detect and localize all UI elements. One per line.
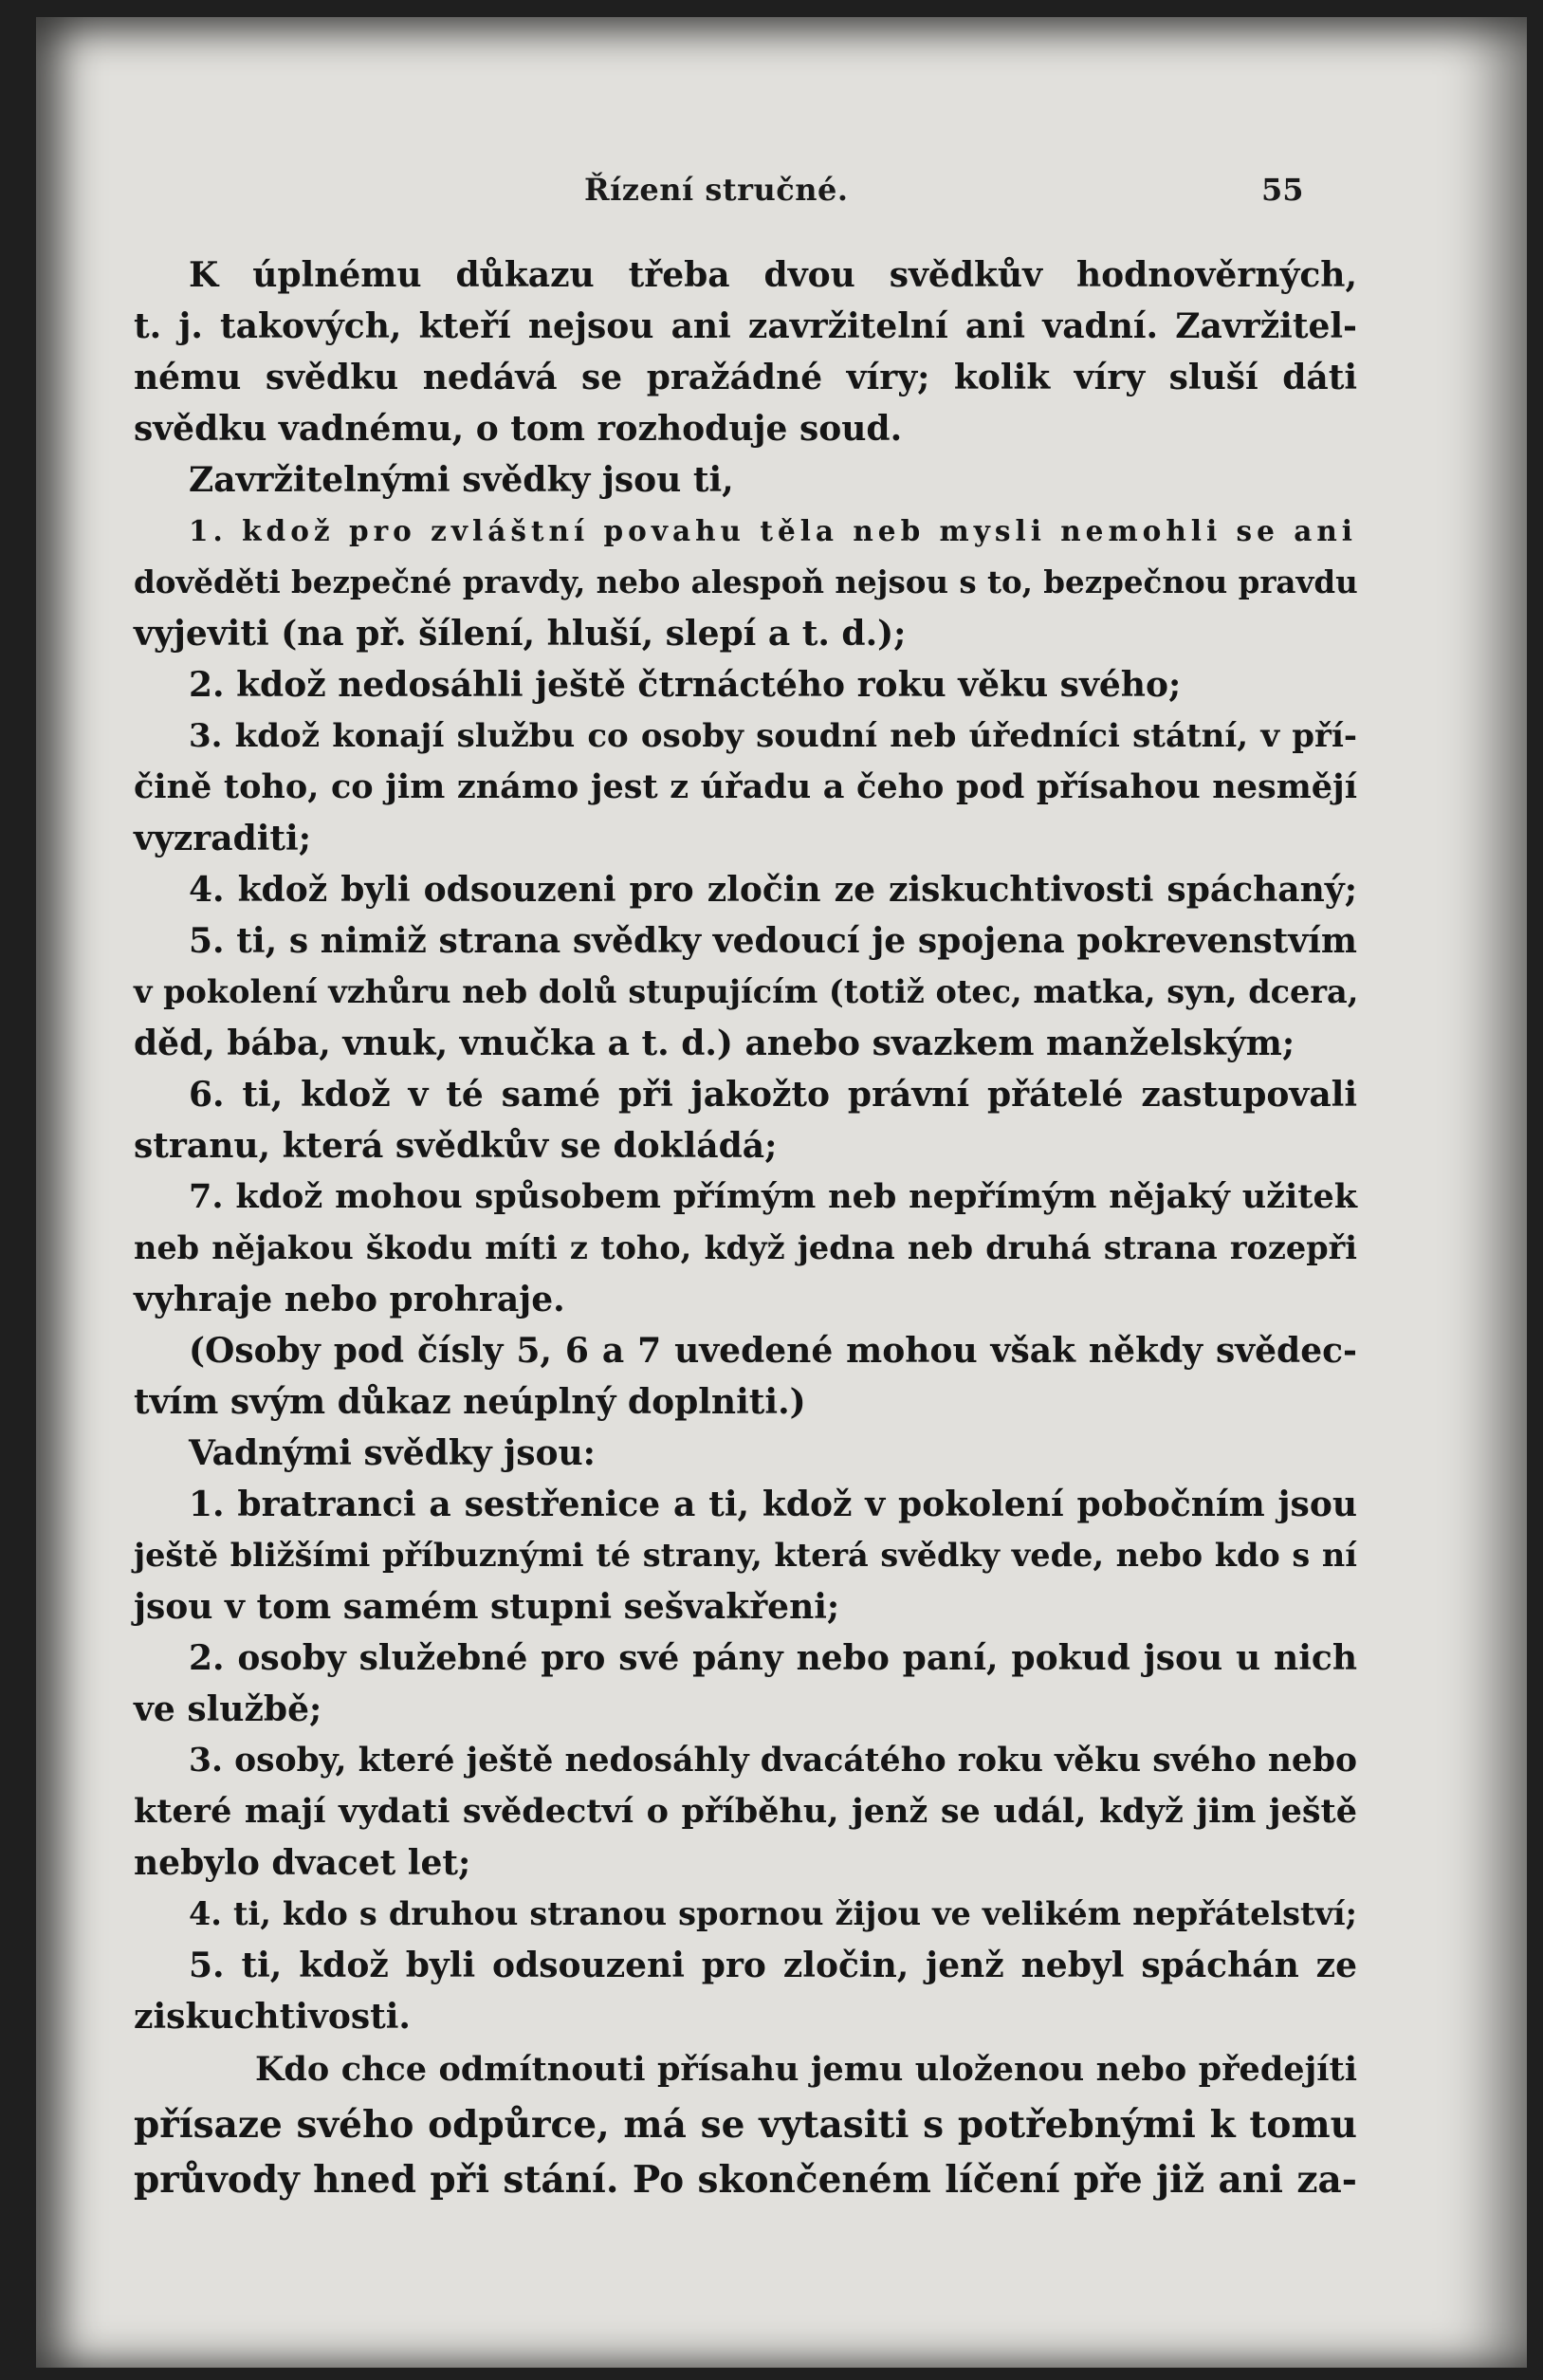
text-line: přísaze svého odpůrce, má se vytasiti s potřebnými k tomu bbox=[134, 2103, 1357, 2147]
text-line: ziskuchtivosti. bbox=[134, 1997, 411, 2037]
text-line: 1. kdož pro zvláštní povahu těla neb mysli nemohli se ani bbox=[189, 514, 1357, 547]
text-line: 3. osoby, které ještě nedosáhly dvacátého roku věku svého nebo bbox=[189, 1742, 1357, 1780]
text-line: K úplnému důkazu třeba dvou svědkův hodnověrných, bbox=[189, 255, 1357, 295]
text-line: průvody hned při stání. Po skončeném líčení pře již ani za- bbox=[134, 2158, 1357, 2202]
body-text bbox=[134, 249, 1357, 2207]
text-line: dověděti bezpečné pravdy, nebo alespoň nejsou s to, bezpečnou pravdu bbox=[134, 563, 1358, 600]
text-line: 2. osoby služebné pro své pány nebo paní, pokud jsou u nich bbox=[189, 1638, 1357, 1678]
text-line: stranu, která svědkův se dokládá; bbox=[134, 1126, 778, 1166]
text-line: čině toho, co jim známo jest z úřadu a čeho pod přísahou nesmějí bbox=[134, 767, 1357, 806]
text-line: jsou v tom samém stupni sešvakřeni; bbox=[134, 1587, 840, 1627]
text-line: t. j. takových, kteří nejsou ani zavržitelní ani vadní. Zavržitel- bbox=[134, 306, 1357, 346]
text-line: vyzraditi; bbox=[134, 819, 312, 858]
text-line: 6. ti, kdož v té samé při jakožto právní přátelé zastupovali bbox=[189, 1075, 1357, 1115]
text-line: ještě bližšími příbuznými té strany, která svědky vede, nebo kdo s ní bbox=[134, 1537, 1357, 1574]
text-line: svědku vadnému, o tom rozhoduje soud. bbox=[134, 409, 903, 449]
text-line: Zavržitelnými svědky jsou ti, bbox=[189, 460, 734, 500]
text-line: (Osoby pod čísly 5, 6 a 7 uvedené mohou však někdy svědec- bbox=[189, 1331, 1357, 1371]
running-title: Řízení stručné. bbox=[584, 172, 849, 208]
text-line: 5. ti, kdož byli odsouzeni pro zločin, jenž nebyl spáchán ze bbox=[189, 1946, 1357, 1985]
book-page bbox=[36, 17, 1527, 2368]
text-line: 4. kdož byli odsouzeni pro zločin ze ziskuchtivosti spáchaný; bbox=[189, 870, 1357, 910]
text-line: nebylo dvacet let; bbox=[134, 1843, 471, 1883]
text-line: vyhraje nebo prohraje. bbox=[134, 1280, 565, 1319]
text-line: 2. kdož nedosáhli ještě čtrnáctého roku věku svého; bbox=[189, 665, 1182, 705]
text-line: vyjeviti (na př. šílení, hluší, slepí a t. d.); bbox=[134, 614, 907, 654]
text-line: neb nějakou škodu míti z toho, když jedna neb druhá strana rozepři bbox=[134, 1229, 1357, 1266]
text-line: 5. ti, s nimiž strana svědky vedoucí je spojena pokrevenstvím bbox=[189, 921, 1357, 961]
text-line: které mají vydati svědectví o příběhu, jenž se udál, když jim ještě bbox=[134, 1792, 1357, 1831]
text-line: 4. ti, kdo s druhou stranou spornou žijou ve velikém nepřátelství; bbox=[189, 1895, 1357, 1932]
text-line: v pokolení vzhůru neb dolů stupujícím (totiž otec, matka, syn, dcera, bbox=[134, 973, 1359, 1010]
text-line: 1. bratranci a sestřenice a ti, kdož v pokolení pobočním jsou bbox=[189, 1485, 1357, 1524]
text-line: ve službě; bbox=[134, 1689, 322, 1729]
text-line: děd, bába, vnuk, vnučka a t. d.) anebo svazkem manželským; bbox=[134, 1024, 1295, 1063]
text-line: 7. kdož mohou spůsobem přímým neb nepřímým nějaký užitek bbox=[189, 1177, 1357, 1216]
text-line: Kdo chce odmítnouti přísahu jemu uloženou nebo předejíti bbox=[255, 2050, 1357, 2089]
text-line: tvím svým důkaz neúplný doplniti.) bbox=[134, 1382, 806, 1422]
text-line: 3. kdož konají službu co osoby soudní neb úředníci státní, v pří- bbox=[189, 717, 1357, 755]
page-number: 55 bbox=[1261, 172, 1304, 208]
text-line: Vadnými svědky jsou: bbox=[189, 1433, 596, 1473]
text-line: nému svědku nedává se pražádné víry; kolik víry sluší dáti bbox=[134, 358, 1357, 397]
page-header bbox=[36, 172, 1527, 214]
